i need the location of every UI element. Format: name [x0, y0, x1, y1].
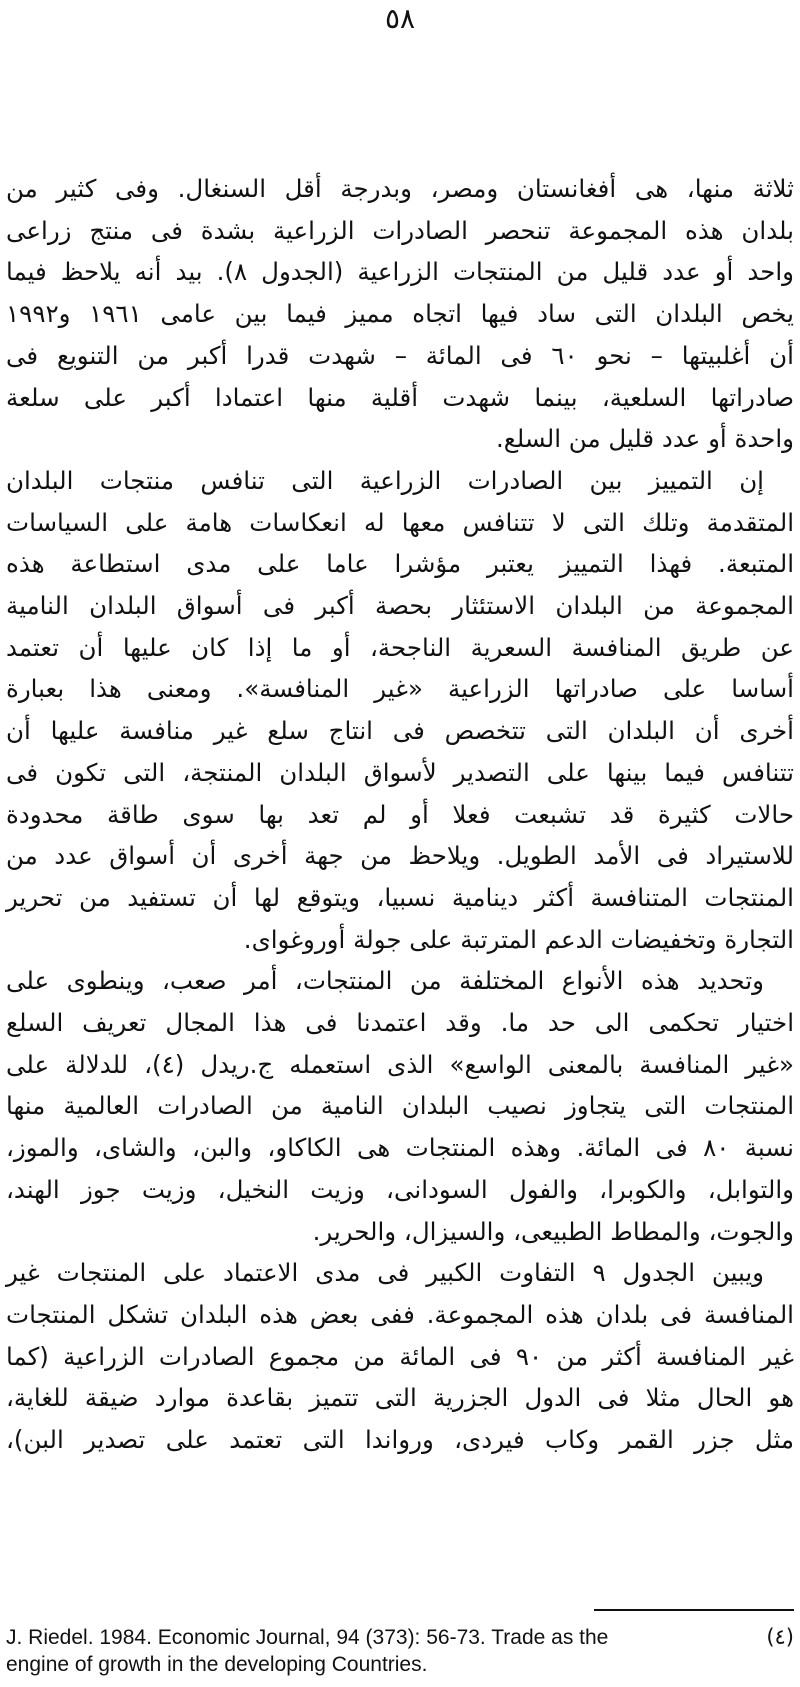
text-line: «غير المنافسة بالمعنى الواسع» الذى استعمله ج.ريدل (٤)، للدلالة على	[6, 1049, 794, 1079]
text-line: المنتجات المتنافسة أكثر دينامية نسبيا، ويتوقع لها أن تستفيد من تحرير	[6, 882, 794, 912]
text-line: وتحديد هذه الأنواع المختلفة من المنتجات، أمر صعب، وينطوى على	[6, 966, 764, 996]
text-line: المنتجات التى يتجاوز نصيب البلدان النامية من الصادرات العالمية منها	[6, 1091, 794, 1121]
paragraph	[6, 460, 794, 960]
page-number: ٥٨	[384, 2, 416, 35]
text-line: ويبين الجدول ٩ التفاوت الكبير فى مدى الاعتماد على المنتجات غير	[6, 1258, 765, 1288]
text-line: غير المنافسة أكثر من ٩٠ فى المائة من مجموع الصادرات الزراعية (كما	[6, 1341, 794, 1371]
text-line: المنافسة فى بلدان هذه المجموعة. ففى بعض هذه البلدان تشكل المنتجات	[6, 1299, 794, 1329]
footnote-marker: (٤)	[766, 1625, 794, 1649]
text-line: إن التمييز بين الصادرات الزراعية التى تنافس منتجات البلدان	[6, 465, 764, 495]
paragraph	[6, 168, 794, 460]
footnote-citation-text: J. Riedel. 1984. Economic Journal, 94 (373): 56-73. Trade as the	[6, 1626, 609, 1649]
footnote-citation-text: engine of growth in the developing Countries.	[6, 1653, 428, 1676]
footnote-line	[6, 1624, 794, 1651]
text-line: والجوت، والمطاط الطبيعى، والسيزال، والحرير.	[312, 1216, 794, 1246]
text-line: نسبة ٨٠ فى المائة. وهذه المنتجات هى الكاكاو، والبن، والشاى، والموز،	[6, 1133, 794, 1163]
footnote-line	[6, 1651, 794, 1678]
text-line: حالات كثيرة قد تشبعت فعلا أو لم تعد بها سوى طاقة محدودة	[6, 799, 794, 829]
text-line: عن طريق المنافسة السعرية الناجحة، أو ما إذا كان عليها أن تعتمد	[6, 632, 794, 662]
text-line: المتقدمة وتلك التى لا تتنافس معها له انعكاسات هامة على السياسات	[6, 507, 794, 537]
text-line: والتوابل، والكوبرا، والفول السودانى، وزيت النخيل، وزيت جوز الهند،	[6, 1174, 794, 1204]
text-line: للاستيراد فى الأمد الطويل. ويلاحظ من جهة أخرى أن أسواق عدد من	[6, 841, 794, 871]
paragraph	[6, 960, 794, 1252]
text-line: المجموعة من البلدان الاستئثار بحصة أكبر فى أسواق البلدان النامية	[6, 591, 794, 621]
text-line: بلدان هذه المجموعة تنحصر الصادرات الزراعية بشدة فى منتج زراعى	[6, 215, 794, 245]
text-line: واحد أو عدد قليل من المنتجات الزراعية (الجدول ٨). بيد أنه يلاحظ فيما	[6, 257, 795, 287]
footnote-divider	[594, 1609, 794, 1611]
text-line: مثل جزر القمر وكاب فيردى، ورواندا التى تعتمد على تصدير البن)،	[6, 1425, 794, 1455]
text-line: المتبعة. فهذا التمييز يعتبر مؤشرا عاما على مدى استطاعة هذه	[6, 549, 794, 579]
text-line: واحدة أو عدد قليل من السلع.	[495, 424, 794, 454]
text-line: هو الحال مثلا فى الدول الجزرية التى تتميز بقاعدة موارد ضيقة للغاية،	[6, 1383, 794, 1413]
paragraph	[6, 1252, 794, 1461]
text-line: أساسا على صادراتها الزراعية «غير المنافسة». ومعنى هذا بعبارة	[6, 674, 794, 704]
body-text	[6, 168, 794, 1461]
text-line: تتنافس فيما بينها على التصدير لأسواق البلدان المنتجة، التى تكون فى	[6, 757, 794, 787]
text-line: التجارة وتخفيضات الدعم المترتبة على جولة أوروغواى.	[243, 924, 794, 954]
text-line: أن أغلبيتها – نحو ٦٠ فى المائة – شهدت قدرا أكبر من التنويع فى	[6, 340, 794, 370]
text-line: أخرى أن البلدان التى تتخصص فى انتاج سلع غير منافسة عليها أن	[6, 716, 794, 746]
text-line: اختيار تحكمى الى حد ما. وقد اعتمدنا فى هذا المجال تعريف السلع	[6, 1008, 794, 1038]
footnote	[6, 1624, 794, 1678]
text-line: ثلاثة منها، هى أفغانستان ومصر، وبدرجة أقل السنغال. وفى كثير من	[6, 174, 794, 203]
text-line: يخص البلدان التى ساد فيها اتجاه مميز فيما بين عامى ١٩٦١ و١٩٩٢	[6, 299, 794, 329]
text-line: صادراتها السلعية، بينما شهدت أقلية منها اعتمادا أكبر على سلعة	[6, 382, 794, 412]
